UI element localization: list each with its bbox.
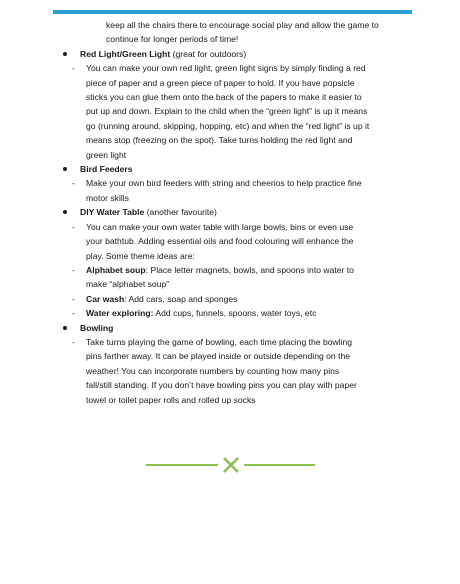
top-accent-bar [53,10,412,14]
sub-line: play. Some theme ideas are: [86,250,195,261]
sub-line: : Place letter magnets, bowls, and spoons into water to [145,264,354,275]
x-mark-icon [222,456,240,474]
sub-line: fall/still standing. If you don’t have bowling pins you can play with paper [86,380,357,391]
divider-line-left [146,464,218,466]
sub-line: your bathtub. Adding essential oils and food colouring will enhance the [86,236,354,247]
item-title: DIY Water Table [80,207,145,218]
sub-line: towel or toilet paper rolls and rolled up socks [86,394,256,405]
sub-line: put up and down. Explain to the child when the “green light” is up it means [86,106,368,117]
sub-item: - Make your own bird feeders with string and cheerios to help practice fine motor skills [60,176,412,205]
sub-item-bold: Car wash [86,293,125,304]
sub-line: Add cups, funnels, spoons, water toys, etc [153,308,317,319]
document-body [60,18,412,407]
item-suffix: (great for outdoors) [170,48,247,59]
list-item-bird-feeders [60,162,412,176]
item-title: Bowling [80,322,114,333]
sub-item-alphabet-soup: - Alphabet soup: Place letter magnets, bowls, and spoons into water to make “alphabet soup” [60,263,412,292]
bullet-dot-icon [63,326,67,330]
sub-line: You can make your own water table with large bowls, bins or even use [86,221,354,232]
intro-line: continue for longer periods of time! [106,34,239,45]
sub-line: weather! You can incorporate numbers by counting how many pins [86,365,340,376]
sub-line: : Add cars, soap and sponges [124,293,238,304]
bullet-dot-icon [63,52,67,56]
item-title: Bird Feeders [80,164,133,175]
sub-item: - You can make your own red light, green light signs by simply finding a red piece of paper and a green piece of paper to hold. If you have popsicle sticks you can glue them onto the back of the papers to make it easier to put up and down. Explain to the child when the “green light” is up it means go (running around, skipping, hopping, etc) and when the “red light” is up it means stop (freezing on the spot). Take turns holding the red light and green light [60,61,412,162]
divider-line-right [244,464,315,466]
list-item-red-light-green-light [60,47,412,61]
sub-line: Make your own bird feeders with string and cheerios to help practice fine [86,178,362,189]
sub-item-bold: Alphabet soup [86,264,146,275]
sub-line: pins farther away. It can be played inside or outside depending on the [86,351,351,362]
sub-line: make “alphabet soup” [86,279,170,290]
item-suffix: (another favourite) [144,207,217,218]
sub-item: - Take turns playing the game of bowling, each time placing the bowling pins farther away. It can be played inside or outside depending on the weather! You can incorporate numbers by counting how many pins fall/still standing. If you don’t have bowling pins you can play with paper towel or toilet paper rolls and rolled up socks [60,335,412,407]
sub-item-bold: Water exploring: [86,308,154,319]
sub-line: go (running around, skipping, hopping, etc) and when the “red light” is up it [86,120,370,131]
sub-line: Take turns playing the game of bowling, each time placing the bowling [86,336,353,347]
sub-line: motor skills [86,192,129,203]
sub-line: You can make your own red light, green light signs by simply finding a red [86,63,366,74]
sub-line: green light [86,149,127,160]
list-item-bowling [60,321,412,335]
sub-line: sticks you can glue them onto the back of the papers to make it easier to [86,92,362,103]
bullet-dot-icon [63,167,67,171]
bullet-dot-icon [63,210,67,214]
list-item-diy-water-table [60,205,412,219]
sub-item-water-exploring: - Water exploring: Add cups, funnels, spoons, water toys, etc [72,308,317,319]
sub-item-car-wash: - Car wash: Add cars, soap and sponges [72,293,238,304]
sub-item: - You can make your own water table with large bowls, bins or even use your bathtub. Adding essential oils and food colouring will enhance the play. Some theme ideas are: [60,220,412,263]
item-title: Red Light/Green Light [80,48,171,59]
intro-line: keep all the chairs there to encourage social play and allow the game to [106,20,379,30]
section-divider [146,455,315,475]
sub-line: means stop (freezing on the spot). Take turns holding the red light and [86,135,353,146]
sub-line: piece of paper and a green piece of paper to hold. If you have popsicle [86,77,355,88]
